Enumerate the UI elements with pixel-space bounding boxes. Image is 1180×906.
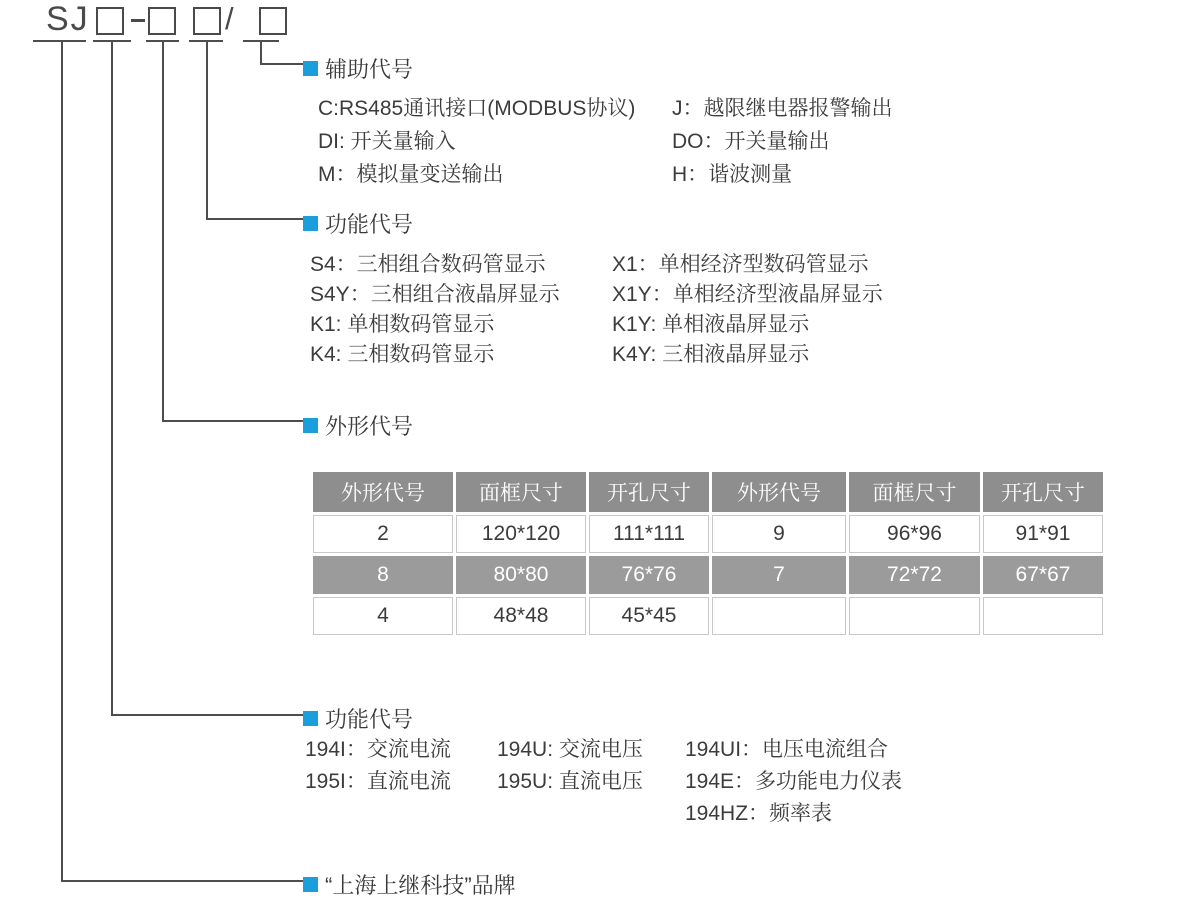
list-item: H：谐波测量 (672, 163, 793, 186)
list-item: M：模拟量变送输出 (318, 163, 504, 186)
list-item: S4：三相组合数码管显示 (310, 253, 546, 276)
list-item: 194E：多功能电力仪表 (685, 770, 903, 793)
list-item: 194I：交流电流 (305, 738, 451, 761)
table-row (313, 515, 1103, 553)
display-codes-left-column (310, 250, 560, 370)
table-header-cell: 外形代号 (712, 472, 846, 512)
bullet-square-icon (303, 61, 318, 76)
section-title-display (303, 208, 413, 239)
model-code-box-2 (148, 7, 176, 35)
function-codes-column-2 (497, 734, 643, 798)
bullet-square-icon (303, 418, 318, 433)
list-item: S4Y：三相组合液晶屏显示 (310, 283, 560, 306)
connector-horizontal-function (111, 714, 303, 716)
table-header-cell: 开孔尺寸 (983, 472, 1103, 512)
table-cell (983, 597, 1103, 635)
bullet-square-icon (303, 877, 318, 892)
slash-separator: / (225, 1, 234, 36)
section-title-text: 功能代号 (325, 212, 414, 237)
list-item: X1：单相经济型数码管显示 (612, 253, 869, 276)
section-title-text: 外形代号 (325, 414, 414, 439)
connector-vertical-box2 (162, 40, 164, 422)
model-code-box-4 (259, 7, 287, 35)
table-cell: 9 (712, 515, 846, 553)
bullet-square-icon (303, 216, 318, 231)
table-cell (712, 597, 846, 635)
table-cell: 120*120 (456, 515, 586, 553)
table-row (313, 597, 1103, 635)
list-item: 194U: 交流电压 (497, 738, 643, 761)
list-item: C:RS485通讯接口(MODBUS协议) (318, 97, 636, 120)
list-item: DI: 开关量输入 (318, 130, 456, 153)
connector-vertical-box1 (111, 40, 113, 716)
connector-horizontal-aux (260, 63, 303, 65)
dash-separator (131, 19, 145, 22)
table-cell: 96*96 (849, 515, 980, 553)
list-item: K4Y: 三相液晶屏显示 (612, 343, 810, 366)
display-codes-right-column (612, 250, 883, 370)
table-header-cell: 面框尺寸 (456, 472, 586, 512)
table-cell: 80*80 (456, 556, 586, 594)
list-item: 195U: 直流电压 (497, 770, 643, 793)
list-item: 194HZ：频率表 (685, 802, 833, 825)
connector-horizontal-display (206, 218, 303, 220)
list-item: J：越限继电器报警输出 (672, 97, 893, 120)
bullet-square-icon (303, 711, 318, 726)
list-item: K1Y: 单相液晶屏显示 (612, 313, 810, 336)
model-code-box-1 (96, 7, 124, 35)
connector-vertical-prefix (61, 40, 63, 882)
list-item: DO：开关量输出 (672, 130, 830, 153)
table-header-cell: 面框尺寸 (849, 472, 980, 512)
table-cell: 48*48 (456, 597, 586, 635)
function-codes-column-1 (305, 734, 451, 798)
connector-horizontal-shape (162, 420, 303, 422)
model-code-box-3 (193, 7, 221, 35)
table-header-row (313, 472, 1103, 512)
table-cell: 8 (313, 556, 453, 594)
table-cell: 67*67 (983, 556, 1103, 594)
table-cell: 7 (712, 556, 846, 594)
connector-vertical-box3 (206, 40, 208, 220)
connector-bar-prefix (33, 40, 86, 42)
list-item: 195I：直流电流 (305, 770, 451, 793)
table-header-cell: 外形代号 (313, 472, 453, 512)
connector-vertical-box4 (260, 40, 262, 65)
list-item: X1Y：单相经济型液晶屏显示 (612, 283, 883, 306)
section-title-shape (303, 410, 413, 441)
list-item: K4: 三相数码管显示 (310, 343, 495, 366)
table-header-cell: 开孔尺寸 (589, 472, 709, 512)
aux-codes-right-column (672, 92, 893, 191)
table-cell: 91*91 (983, 515, 1103, 553)
brand-title-text: “上海上继科技”品牌 (325, 873, 516, 898)
table-cell: 2 (313, 515, 453, 553)
list-item: 194UI：电压电流组合 (685, 738, 889, 761)
model-code-prefix: SJ (46, 0, 90, 38)
section-title-aux (303, 53, 413, 84)
table-row (313, 556, 1103, 594)
function-codes-column-3 (685, 734, 902, 830)
table-cell: 72*72 (849, 556, 980, 594)
table-cell: 111*111 (589, 515, 709, 553)
aux-codes-left-column (318, 92, 635, 191)
section-title-brand (303, 869, 516, 900)
table-cell: 76*76 (589, 556, 709, 594)
list-item: K1: 单相数码管显示 (310, 313, 495, 336)
section-title-text: 辅助代号 (325, 57, 414, 82)
shape-size-table (310, 469, 1106, 638)
table-cell: 4 (313, 597, 453, 635)
table-cell: 45*45 (589, 597, 709, 635)
connector-horizontal-brand (61, 880, 303, 882)
table-cell (849, 597, 980, 635)
section-title-function (303, 703, 413, 734)
section-title-text: 功能代号 (325, 707, 414, 732)
